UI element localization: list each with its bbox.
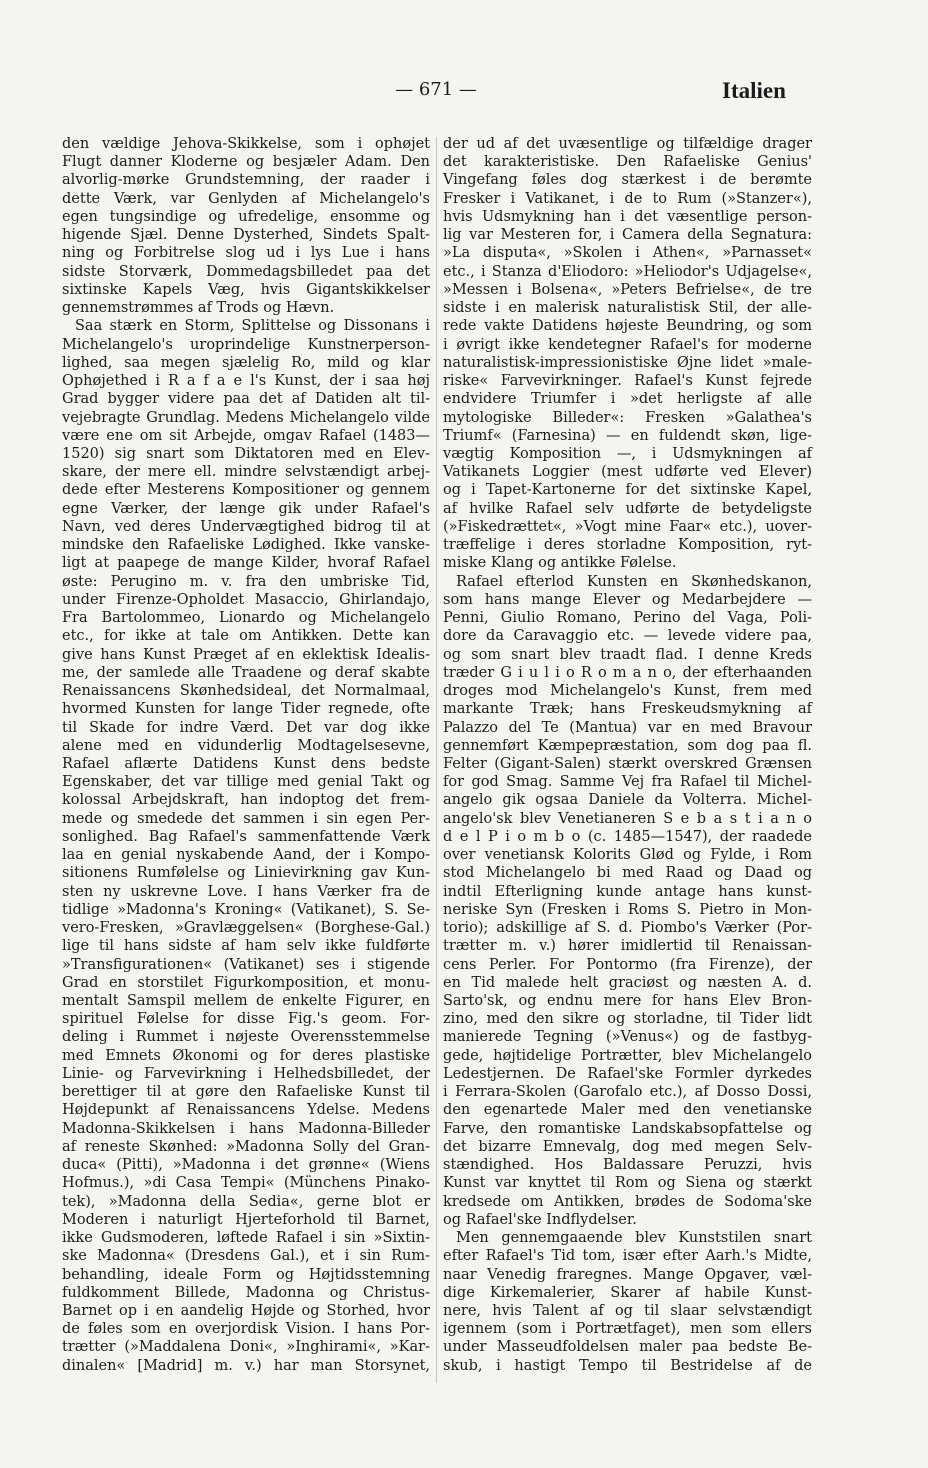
line-text: og Rafael'ske Indflydelser. — [443, 1211, 637, 1228]
line-text: lig var Mesteren for, i Camera della Segnatura: — [443, 227, 812, 244]
text-line — [62, 755, 430, 773]
line-text: naturalistisk-impressionistiske Øjne lidet »male- — [443, 354, 812, 371]
line-text: Hofmus.), »di Casa Tempi« (Münchens Pinako- — [62, 1175, 430, 1192]
line-text: lighed, saa megen sjælelig Ro, mild og klar — [62, 354, 430, 371]
line-text: alene med en vidunderlig Modtagelsesevne, — [62, 737, 430, 754]
line-text: endvidere Triumfer i »det herligste af alle — [443, 391, 812, 408]
text-line — [443, 1266, 812, 1284]
line-text: Grad en storstilet Figurkomposition, et monu- — [62, 974, 430, 991]
paragraph — [443, 135, 812, 573]
text-line — [443, 536, 812, 554]
text-line — [443, 1193, 812, 1211]
line-text: af hvilke Rafael selv udførte de betydeligste — [443, 500, 812, 517]
text-line — [443, 1156, 812, 1174]
text-line — [62, 536, 430, 554]
line-text: torio); adskillige af S. d. Piombo's Værker (Por- — [443, 920, 812, 937]
text-line — [62, 1229, 430, 1247]
text-line — [62, 299, 430, 317]
text-line — [443, 299, 812, 317]
text-line — [62, 317, 430, 335]
paragraph — [62, 135, 430, 317]
text-line — [62, 190, 430, 208]
text-line — [443, 664, 812, 682]
text-line — [62, 1338, 430, 1356]
text-line — [443, 937, 812, 955]
text-line — [443, 244, 812, 262]
line-text: gennemstrømmes af Trods og Hævn. — [62, 300, 335, 317]
text-line — [443, 481, 812, 499]
line-text: trætter m. v.) hører imidlertid til Renaissan- — [443, 938, 812, 955]
line-text: naar Venedig fraregnes. Mange Opgaver, væl- — [443, 1266, 812, 1283]
text-line — [443, 646, 812, 664]
line-text: Rafael aflærte Datidens Kunst dens bedste — [62, 755, 430, 772]
text-line — [62, 700, 430, 718]
line-text: 1520) sig snart som Diktatoren med en Elev- — [62, 445, 430, 462]
text-line — [443, 1320, 812, 1338]
line-text: nere, hvis Talent af og til slaar selvstændigt — [443, 1303, 812, 1319]
line-text: for god Smag. Samme Vej fra Rafael til Michel- — [443, 774, 812, 791]
text-line — [62, 153, 430, 171]
text-line — [62, 864, 430, 882]
line-text: Moderen i naturligt Hjerteforhold til Barnet, — [62, 1211, 430, 1228]
text-line — [62, 591, 430, 609]
text-line — [62, 682, 430, 700]
text-line — [443, 573, 812, 591]
line-text: Fra Bartolommeo, Lionardo og Michelangelo — [62, 610, 430, 627]
line-text: og som snart blev traadt flad. I denne Kreds — [443, 646, 812, 663]
text-line — [443, 1083, 812, 1101]
text-line — [62, 573, 430, 591]
text-line — [443, 755, 812, 773]
line-text: »Messen i Bolsena«, »Peters Befrielse«, de tre — [443, 281, 812, 298]
text-line — [443, 445, 812, 463]
text-line — [62, 937, 430, 955]
text-line — [62, 1028, 430, 1046]
line-text: kredsede om Antikken, brødes de Sodoma'ske — [443, 1193, 812, 1210]
text-line — [443, 1174, 812, 1192]
line-text: d e l P i o m b o (c. 1485—1547), der raadede — [443, 828, 812, 845]
line-text: etc., for ikke at tale om Antikken. Dette kan — [62, 628, 430, 645]
line-text: vero-Fresken, »Gravlæggelsen« (Borghese-Gal.) — [62, 920, 430, 937]
text-line — [443, 463, 812, 481]
line-text: give hans Kunst Præget af en eklektisk Idealis- — [62, 646, 430, 663]
line-text: »La disputa«, »Skolen i Athen«, »Parnasset« — [443, 245, 812, 262]
line-text: Kunst var knyttet til Rom og Siena og stærkt — [443, 1175, 812, 1192]
text-line — [62, 992, 430, 1010]
line-text: hvormed Kunsten for lange Tider regnede, ofte — [62, 701, 430, 718]
text-line — [443, 226, 812, 244]
line-text: angelo gik ogsaa Daniele da Volterra. Michel- — [443, 792, 812, 809]
text-line — [443, 1302, 812, 1320]
line-text: sidste Storværk, Dommedagsbilledet paa det — [62, 263, 430, 280]
line-text: droges mod Michelangelo's Kunst, frem med — [443, 683, 812, 700]
line-text: efter Rafael's Tid tom, især efter Aarh.'s Midte, — [443, 1248, 812, 1265]
line-text: være ene om sit Arbejde, omgav Rafael (1483— — [62, 427, 430, 444]
line-text: mytologiske Billeder«: Fresken »Galathea's — [443, 409, 812, 426]
text-line — [62, 664, 430, 682]
text-line — [443, 1028, 812, 1046]
line-text: sixtinske Kapels Væg, hvis Gigantskikkelser — [62, 281, 430, 298]
line-text: dore da Caravaggio etc. — levede videre paa, — [443, 628, 812, 645]
line-text: Fresker i Vatikanet, i de to Rum (»Stanzer«), — [443, 190, 812, 207]
text-line — [62, 390, 430, 408]
text-line — [62, 518, 430, 536]
text-line — [443, 153, 812, 171]
line-text: Renaissancens Skønhedsideal, det Normalmaal, — [62, 683, 430, 700]
text-line — [62, 1193, 430, 1211]
line-text: Barnet op i en aandelig Højde og Storhed, hvor — [62, 1303, 430, 1319]
text-line — [62, 281, 430, 299]
text-line — [443, 1120, 812, 1138]
line-text: mindske den Rafaeliske Lødighed. Ikke vanske- — [62, 537, 430, 554]
line-text: me, der samlede alle Traadene og deraf skabte — [62, 664, 430, 681]
line-text: øste: Perugino m. v. fra den umbriske Tid, — [62, 573, 430, 590]
text-line — [62, 773, 430, 791]
line-text: den vældige Jehova-Skikkelse, som i ophøjet — [62, 136, 430, 152]
text-line — [62, 1302, 430, 1320]
line-text: Højdepunkt af Renaissancens Ydelse. Medens — [62, 1102, 430, 1119]
text-line — [443, 409, 812, 427]
line-text: over venetiansk Kolorits Glød og Fylde, i Rom — [443, 847, 812, 864]
line-text: Penni, Giulio Romano, Perino del Vaga, Poli- — [443, 610, 812, 627]
line-text: Palazzo del Te (Mantua) var en med Bravour — [443, 719, 812, 736]
line-text: en Tid malede helt graciøst og næsten A. d. — [443, 974, 812, 991]
text-line — [62, 810, 430, 828]
line-text: de føles som en overjordisk Vision. I hans Por- — [62, 1321, 430, 1338]
text-line — [62, 846, 430, 864]
text-line — [62, 1120, 430, 1138]
text-line — [443, 1357, 812, 1375]
text-line — [62, 791, 430, 809]
text-line — [443, 719, 812, 737]
line-text: etc., i Stanza d'Eliodoro: »Heliodor's Udjagelse«, — [443, 263, 812, 280]
line-text: rede vakte Datidens højeste Beundring, og som — [443, 318, 812, 335]
line-text: den egenartede Maler med den venetianske — [443, 1102, 812, 1119]
line-text: dette Værk, var Genlyden af Michelangelo's — [62, 190, 430, 207]
line-text: Madonna-Skikkelsen i hans Madonna-Billeder — [62, 1120, 430, 1137]
text-line — [62, 463, 430, 481]
line-text: det karakteristiske. Den Rafaeliske Genius' — [443, 154, 812, 171]
text-line — [443, 317, 812, 335]
text-line — [62, 500, 430, 518]
text-line — [62, 409, 430, 427]
line-text: deling i Rummet i nøjeste Overensstemmelse — [62, 1029, 430, 1046]
text-line — [443, 427, 812, 445]
line-text: Linie- og Farvevirkning i Helhedsbilledet, der — [62, 1065, 430, 1082]
text-line — [62, 263, 430, 281]
text-line — [443, 810, 812, 828]
line-text: behandling, ideale Form og Højtidsstemning — [62, 1266, 430, 1283]
line-text: mede og smedede det sammen i sin egen Per- — [62, 810, 430, 827]
line-text: riske« Farvevirkninger. Rafael's Kunst fejrede — [443, 373, 812, 390]
text-line — [62, 609, 430, 627]
text-line — [62, 627, 430, 645]
line-text: stændighed. Hos Baldassare Peruzzi, hvis — [443, 1157, 812, 1174]
text-line — [62, 1156, 430, 1174]
line-text: Egenskaber, det var tillige med genial Takt og — [62, 774, 430, 791]
line-text: ligt at paapege de mange Kilder, hvoraf Rafael — [62, 555, 430, 572]
text-line — [443, 846, 812, 864]
text-line — [443, 883, 812, 901]
text-line — [62, 1211, 430, 1229]
line-text: af reneste Skønhed: »Madonna Solly del Gran- — [62, 1138, 430, 1155]
line-text: indtil Efterligning kunde antage hans kunst- — [443, 883, 812, 900]
text-line — [443, 1138, 812, 1156]
text-line — [443, 700, 812, 718]
line-text: hvis Udsmykning han i det væsentlige person- — [443, 208, 812, 225]
line-text: egen tungsindige og ufredelige, ensomme og — [62, 208, 430, 225]
line-text: neriske Syn (Fresken i Roms S. Pietro in Mon- — [443, 901, 812, 918]
line-text: i øvrigt ikke kendetegner Rafael's for moderne — [443, 336, 812, 353]
line-text: der ud af det uvæsentlige og tilfældige drager — [443, 136, 812, 152]
line-text: til Skade for indre Værd. Det var dog ikke — [62, 719, 430, 736]
line-text: ske Madonna« (Dresdens Gal.), et i sin Rum- — [62, 1248, 430, 1265]
line-text: ikke Gudsmoderen, løftede Rafael i sin »Sixtin- — [62, 1230, 430, 1247]
text-line — [62, 336, 430, 354]
line-text: med Emnets Økonomi og for deres plastiske — [62, 1047, 430, 1064]
line-text: Ophøjethed i R a f a e l's Kunst, der i saa høj — [62, 373, 430, 390]
line-text: Sarto'sk, og endnu mere for hans Elev Bron- — [443, 993, 812, 1010]
line-text: miske Klang og antikke Følelse. — [443, 555, 677, 572]
text-line — [62, 919, 430, 937]
text-line — [443, 354, 812, 372]
line-text: igennem (som i Portrætfaget), men som ellers — [443, 1321, 812, 1338]
text-line — [443, 171, 812, 189]
line-text: markante Træk; hans Freskeudsmykning af — [443, 701, 812, 718]
text-line — [443, 1010, 812, 1028]
text-line — [62, 244, 430, 262]
line-text: vejebragte Grundlag. Medens Michelangelo vilde — [62, 409, 430, 426]
line-text: Michelangelo's uroprindelige Kunstnerperson- — [62, 336, 430, 353]
line-text: dede efter Mesterens Kompositioner og gennem — [62, 482, 430, 499]
text-line — [443, 609, 812, 627]
text-line — [443, 1211, 812, 1229]
text-line — [62, 1357, 430, 1375]
line-text: Farve, den romantiske Landskabsopfattelse og — [443, 1120, 812, 1137]
line-text: kolossal Arbejdskraft, han indoptog det frem- — [62, 792, 430, 809]
line-text: træffelige i deres storladne Komposition, ryt- — [443, 537, 812, 554]
text-line — [443, 682, 812, 700]
text-line — [443, 281, 812, 299]
line-text: alvorlig-mørke Grundstemning, der raader i — [62, 172, 430, 189]
text-line — [62, 1284, 430, 1302]
line-text: angelo'sk blev Venetianeren S e b a s t i a n o — [443, 810, 812, 827]
text-line — [62, 956, 430, 974]
text-line — [443, 737, 812, 755]
text-line — [443, 1065, 812, 1083]
right-column — [443, 135, 812, 1375]
text-line — [62, 828, 430, 846]
line-text: Ledestjernen. De Rafael'ske Formler dyrkedes — [443, 1065, 812, 1082]
line-text: mentalt Samspil mellem de enkelte Figurer, en — [62, 993, 430, 1010]
line-text: tidlige »Madonna's Kroning« (Vatikanet), S. Se- — [62, 901, 430, 918]
line-text: gede, højtidelige Portrætter, blev Michelangelo — [443, 1047, 812, 1064]
line-text: Rafael efterlod Kunsten en Skønhedskanon, — [456, 573, 812, 590]
line-text: laa en genial nyskabende Aand, der i Kompo- — [62, 847, 430, 864]
text-line — [443, 791, 812, 809]
text-line — [443, 1338, 812, 1356]
line-text: vægtig Komposition —, i Udsmykningen af — [443, 445, 812, 462]
line-text: berettiger til at gøre den Rafaeliske Kunst til — [62, 1084, 430, 1101]
line-text: sitionens Rumfølelse og Linievirkning gav Kun- — [62, 865, 430, 882]
text-line — [443, 500, 812, 518]
line-text: sidste i en malerisk naturalistisk Stil, der alle- — [443, 300, 812, 317]
paragraph — [443, 573, 812, 1229]
line-text: duca« (Pitti), »Madonna i det grønne« (Wiens — [62, 1157, 430, 1174]
text-line — [62, 481, 430, 499]
text-line — [443, 1284, 812, 1302]
text-line — [443, 864, 812, 882]
line-text: Vatikanets Loggier (mest udførte ved Elever) — [443, 464, 812, 481]
line-text: tek), »Madonna della Sedia«, gerne blot er — [62, 1193, 430, 1210]
column-rule — [436, 137, 437, 1383]
text-line — [62, 135, 430, 153]
line-text: som hans mange Elever og Medarbejdere — — [443, 591, 812, 608]
text-line — [443, 901, 812, 919]
line-text: i Ferrara-Skolen (Garofalo etc.), af Dosso Dossi, — [443, 1084, 812, 1101]
text-line — [62, 1101, 430, 1119]
text-line — [62, 719, 430, 737]
line-text: under Firenze-Opholdet Masaccio, Ghirlandajo, — [62, 591, 430, 608]
line-text: higende Sjæl. Denne Dysterhed, Sindets Spalt- — [62, 227, 430, 244]
text-line — [443, 190, 812, 208]
text-line — [443, 919, 812, 937]
text-line — [443, 1247, 812, 1265]
text-line — [443, 263, 812, 281]
line-text: Navn, ved deres Undervægtighed bidrog til at — [62, 518, 430, 535]
text-line — [443, 518, 812, 536]
text-line — [62, 1047, 430, 1065]
text-line — [62, 171, 430, 189]
text-line — [443, 627, 812, 645]
text-line — [443, 390, 812, 408]
paragraph — [443, 1229, 812, 1375]
text-line — [443, 554, 812, 572]
line-text: trætter (»Maddalena Doni«, »Inghirami«, »Kar- — [62, 1339, 430, 1356]
text-line — [443, 135, 812, 153]
text-line — [62, 883, 430, 901]
text-line — [443, 1101, 812, 1119]
text-line — [62, 974, 430, 992]
text-line — [62, 646, 430, 664]
line-text: og i Tapet-Kartonerne for det sixtinske Kapel, — [443, 482, 812, 499]
line-text: ning og Forbitrelse slog ud i lys Lue i hans — [62, 245, 430, 262]
text-line — [443, 992, 812, 1010]
text-line — [62, 427, 430, 445]
line-text: zino, med den sikre og storladne, til Tider lidt — [443, 1011, 812, 1028]
text-line — [443, 336, 812, 354]
line-text: stod Michelangelo bi med Raad og Daad og — [443, 865, 812, 882]
text-line — [62, 354, 430, 372]
text-line — [62, 1174, 430, 1192]
text-line — [443, 208, 812, 226]
paragraph — [62, 317, 430, 1375]
text-line — [62, 1247, 430, 1265]
line-text: det bizarre Emnevalg, dog med megen Selv- — [443, 1138, 812, 1155]
text-line — [62, 1010, 430, 1028]
text-line — [443, 1047, 812, 1065]
text-line — [443, 956, 812, 974]
line-text: dinalen« [Madrid] m. v.) har man Storsynet, — [62, 1357, 430, 1374]
text-line — [62, 1320, 430, 1338]
text-line — [62, 372, 430, 390]
line-text: træder G i u l i o R o m a n o, der efterhaanden — [443, 664, 812, 681]
text-line — [443, 1229, 812, 1247]
text-line — [443, 591, 812, 609]
page-number: — 671 — — [395, 79, 477, 100]
text-line — [62, 554, 430, 572]
line-text: sten ny uskrevne Love. I hans Værker fra de — [62, 883, 430, 900]
line-text: »Transfigurationen« (Vatikanet) ses i stigende — [62, 956, 430, 973]
text-line — [443, 372, 812, 390]
text-line — [62, 737, 430, 755]
line-text: Men gennemgaaende blev Kunststilen snart — [456, 1230, 812, 1247]
line-text: Saa stærk en Storm, Splittelse og Dissonans i — [75, 318, 430, 335]
text-line — [62, 1065, 430, 1083]
text-line — [62, 226, 430, 244]
line-text: Flugt danner Kloderne og besjæler Adam. Den — [62, 154, 430, 171]
line-text: skub, i hastigt Tempo til Bestridelse af de — [443, 1357, 812, 1374]
line-text: lige til hans sidste af ham selv ikke fuldførte — [62, 938, 430, 955]
text-line — [62, 1266, 430, 1284]
text-line — [62, 901, 430, 919]
line-text: fuldkomment Billede, Madonna og Christus- — [62, 1284, 430, 1301]
line-text: spirituel Følelse for disse Fig.'s geom. For- — [62, 1011, 430, 1028]
running-head: Italien — [722, 78, 786, 103]
line-text: Triumf« (Farnesina) — en fuldendt skøn, lige- — [443, 427, 812, 444]
line-text: manierede Tegning (»Venus«) og de fastbyg- — [443, 1029, 812, 1046]
line-text: (»Fiskedrættet«, »Vogt mine Faar« etc.), uover- — [443, 518, 812, 535]
text-line — [62, 1138, 430, 1156]
line-text: sonlighed. Bag Rafael's sammenfattende Værk — [62, 828, 430, 845]
line-text: Grad bygger videre paa det af Datiden alt til- — [62, 391, 430, 408]
line-text: cens Perler. For Pontormo (fra Firenze), der — [443, 956, 812, 973]
line-text: under Masseudfoldelsen maler paa bedste Be- — [443, 1339, 812, 1356]
text-line — [443, 974, 812, 992]
text-line — [62, 445, 430, 463]
line-text: dige Kirkemalerier, Skarer af habile Kunst- — [443, 1284, 812, 1301]
left-column — [62, 135, 430, 1375]
line-text: Felter (Gigant-Salen) stærkt overskred Grænsen — [443, 755, 812, 772]
line-text: gennemført Kæmpepræstation, som dog paa fl. — [443, 737, 812, 754]
line-text: egne Værker, der længe gik under Rafael's — [62, 500, 430, 517]
text-line — [443, 828, 812, 846]
text-line — [62, 208, 430, 226]
line-text: Vingefang føles dog stærkest i de berømte — [443, 172, 812, 189]
text-line — [443, 773, 812, 791]
text-line — [62, 1083, 430, 1101]
line-text: skare, der mere ell. mindre selvstændigt arbej- — [62, 464, 430, 481]
